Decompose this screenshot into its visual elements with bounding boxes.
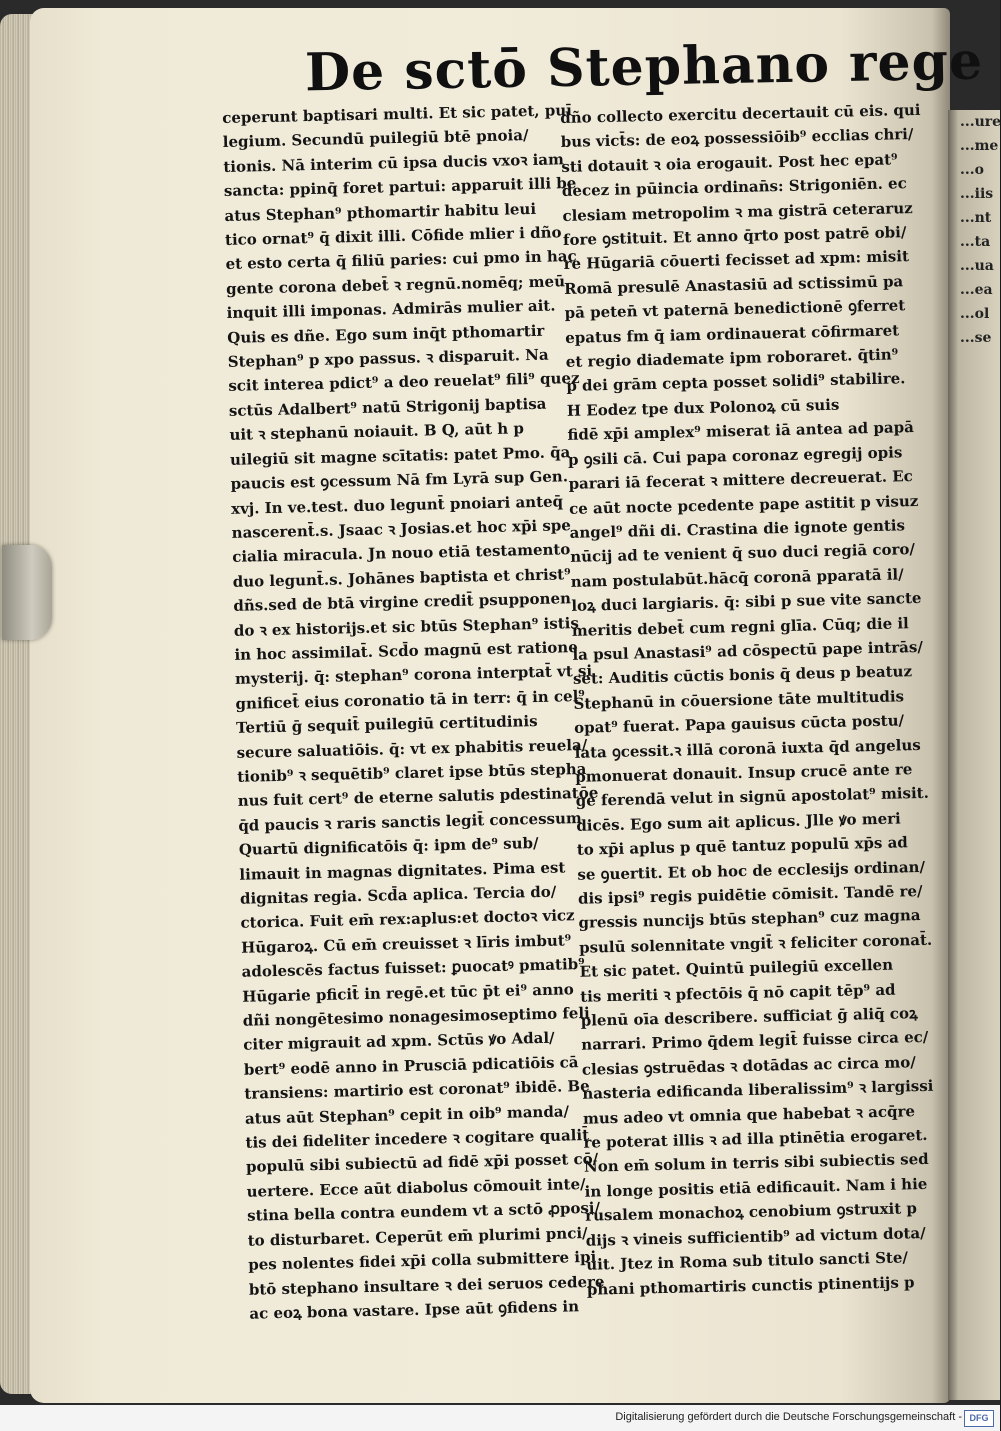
text-line: gente corona debet̄ ꝛ regnū.nomēq; meū bbox=[225, 272, 566, 298]
text-line: pmonuerat donauit. Insup crucē ante re bbox=[575, 760, 913, 786]
text-line: cialia miracula. Jn nouo etiā testamento bbox=[232, 540, 571, 567]
text-line: rusalem monachoꝝ cenobium ꝯstruxit p bbox=[584, 1199, 918, 1225]
text-line: tis meriti ꝛ pfectōis q̄ nō capit tēp⁹ ad bbox=[580, 980, 896, 1006]
text-line: tico ornat⁹ q̄ dixit illi. Cōfide mlier i dño bbox=[224, 223, 562, 249]
text-line: re poterat illis ꝛ ad illa ptinētia erogaret. bbox=[583, 1125, 928, 1152]
text-line: dis ipsi⁹ regis puidētie cōmisit. Tandē re/ bbox=[577, 881, 923, 908]
next-page-fragment: ...me bbox=[960, 138, 999, 154]
text-line: dñs.sed de btā virgine credit̄ psupponen bbox=[233, 589, 572, 615]
text-line: psulū solennitate vngit̄ ꝛ feliciter coronat̄. bbox=[578, 930, 933, 957]
text-line: ge ferendā velut in signū apostolat⁹ misit. bbox=[575, 784, 930, 811]
text-line: dijs ꝛ vineis sufficientib⁹ ad victum dota/ bbox=[585, 1223, 926, 1250]
text-line: tis dei fideliter incedere ꝛ cogitare qualit̄ bbox=[245, 1126, 590, 1152]
text-line: paucis est ꝯcessum Nā fm Lyrā sup Gen. bbox=[230, 467, 569, 493]
text-line: dñi nongētesimo nonagesimoseptimo feli bbox=[242, 1003, 590, 1030]
text-line: loꝝ duci largiaris. q̄: sibi p sue vite sancte bbox=[571, 589, 922, 615]
text-line: in longe positis etiā edificauit. Nam i hie bbox=[584, 1174, 928, 1201]
text-line: ctorica. Fuit em̄ rex:aplus:et doctoꝛ vicz bbox=[240, 906, 575, 933]
page-heading: De sctō Stephano rege bbox=[304, 30, 984, 104]
text-line: decez in pūincia ordinan̄s: Strigoniēn. ec bbox=[561, 174, 907, 201]
text-line: Quis es dñe. Ego sum inq̄t pthomartir bbox=[227, 321, 545, 347]
text-line: nus fuit cert⁹ de eterne salutis pdestinatōe bbox=[237, 784, 599, 811]
text-line: plenū oīa describere. sufficiat ḡ aliq̄ coꝝ bbox=[580, 1004, 918, 1030]
text-line: in hoc assimilat̄. Scd̄o magnū est ratione bbox=[234, 638, 578, 664]
next-page-fragment: ...ol bbox=[960, 306, 990, 322]
text-line: mysterij. q̄: stephan⁹ corona interptat̄ vt si bbox=[234, 662, 593, 689]
next-page-margin bbox=[948, 110, 1000, 1400]
footer-credit: Digitalisierung gefördert durch die Deutsche Forschungsgemeinschaft - bbox=[615, 1411, 962, 1423]
text-line: opat⁹ fuerat. Papa gauisus cūcta postu/ bbox=[573, 711, 905, 737]
text-line: xvj. In ve.test. duo legunt̄ pnoiari anteq̄ bbox=[230, 491, 564, 518]
text-line: p dei grām cepta posset solidi⁹ stabilire. bbox=[566, 369, 906, 396]
right-text-column bbox=[560, 99, 934, 1302]
dfg-logo: DFG bbox=[964, 1410, 994, 1427]
text-line: uit ꝛ stephanū noiauit. B Q, aūt h p bbox=[229, 419, 525, 445]
text-line: angel⁹ dñi di. Crastina die ignote gentis bbox=[569, 516, 906, 542]
text-line: pā peten̄ vt paternā benedictionē ꝯferret bbox=[564, 296, 906, 323]
text-line: p ꝯsili cā. Cui papa coronaz egregij opis bbox=[567, 443, 903, 469]
text-line: uilegiū sit magne scītatis: patet Pmo. q̄a bbox=[229, 442, 571, 469]
text-line: fidē xp̄i amplex⁹ miserat iā antea ad papā bbox=[567, 418, 915, 445]
next-page-fragment: ...ta bbox=[960, 234, 991, 250]
text-line: Stephan⁹ p xpo passus. ꝛ disparuit. Na bbox=[227, 345, 549, 371]
text-line: bert⁹ eodē anno in Prusciā pdicatiōis cā bbox=[243, 1053, 579, 1079]
text-line: ceperunt baptisari multi. Et sic patet, puī bbox=[222, 101, 573, 127]
text-line: dicēs. Ego sum ait aplicus. Jlle ꝟo meri bbox=[576, 809, 901, 835]
text-line: phani pthomartiris cunctis ptinentijs p bbox=[586, 1272, 915, 1299]
text-line: meritis debet̄ cum regni glīa. Cūq; die il bbox=[571, 613, 909, 640]
digitization-footer bbox=[0, 1405, 1000, 1431]
text-line: mus adeo vt omnia que habebat ꝛ acq̄re bbox=[582, 1101, 916, 1128]
text-line: fore ꝯstituit. Et anno q̄rto post patrē obi/ bbox=[562, 223, 907, 249]
next-page-fragment: ...ua bbox=[960, 258, 994, 274]
text-line: pes nolentes fidei xp̄i colla submittere ipi bbox=[248, 1247, 597, 1274]
text-line: limauit in magnas dignitates. Pima est bbox=[239, 858, 566, 884]
text-line: do ꝛ ex historijs.et sic btūs Stephan⁹ istis bbox=[233, 613, 579, 640]
next-page-fragment: ...ea bbox=[960, 282, 993, 298]
text-line: re Hūgariā cōuerti fecisset ad xpm: misit bbox=[563, 247, 910, 274]
text-line: stina bella contra eundem vt a sctō ꝓposi/ bbox=[246, 1198, 601, 1225]
text-line: H Eodez tpe dux Polonoꝝ cū suis bbox=[566, 395, 840, 420]
text-line: populū sibi subiectū ad fidē xp̄i posset cō/ bbox=[245, 1150, 599, 1177]
text-line: atus aūt Stephan⁹ cepit in oib⁹ manda/ bbox=[244, 1102, 570, 1128]
text-line: ac eoꝝ bona vastare. Ipse aūt ꝯfidens in bbox=[249, 1297, 580, 1323]
next-page-fragment: ...se bbox=[960, 330, 992, 346]
text-line: secure saluatiōis. q̄: vt ex phabitis reuela/ bbox=[236, 735, 588, 762]
text-line: legium. Secundū puilegiū btē pnoia/ bbox=[222, 126, 529, 152]
text-line: atus Stephan⁹ pthomartir habitu leui bbox=[224, 199, 537, 225]
text-line: Tertiū ḡ sequit̄ puilegiū certitudinis bbox=[235, 712, 538, 737]
text-line: narrari. Primo q̄dem legit̄ fuisse circa ec/ bbox=[581, 1028, 929, 1055]
next-page-fragment: ...ure bbox=[960, 114, 1001, 130]
text-line: transiens: martirio est coronat⁹ ibidē. Be bbox=[244, 1077, 590, 1103]
text-line: uertere. Ecce aūt diabolus cōmouit inte/ bbox=[246, 1174, 586, 1201]
text-line: parari iā fecerat ꝛ mittere decreuerat. Ec bbox=[568, 467, 914, 493]
text-line: sctūs Adalbert⁹ natū Strigonij baptisa bbox=[228, 394, 547, 420]
text-line: tionib⁹ ꝛ sequētib⁹ claret ipse btūs stepha bbox=[237, 759, 587, 786]
next-page-fragment: ...iis bbox=[960, 186, 994, 202]
text-line: nūcij ad te venient q̄ suo duci regiā coro/ bbox=[570, 540, 916, 567]
text-line: Hūgarie pficit̄ in regē.et tūc p̄t ei⁹ anno bbox=[242, 979, 574, 1006]
text-line: Romā presulē Anastasiū ad sctissimū pa bbox=[563, 272, 904, 298]
text-line: Stephanū in cōuersione tāte multitudis bbox=[573, 687, 905, 713]
text-line: gressis nuncijs btūs stephan⁹ cuz magna bbox=[578, 906, 921, 933]
text-line: sti dotauit ꝛ oia erogauit. Post hec epat⁹ bbox=[561, 150, 898, 176]
text-line: bus vict̄s: de eoꝝ possessiōib⁹ ecclias chri/ bbox=[560, 125, 914, 152]
left-text-column bbox=[222, 99, 605, 1326]
text-line: nasteria edificanda liberalissim⁹ ꝛ largissi bbox=[582, 1077, 934, 1103]
text-line: clesias ꝯstruēdas ꝛ dotādas ac circa mo/ bbox=[581, 1053, 916, 1079]
text-line: to xp̄i aplus p quē tantuz populū xp̄s ad bbox=[576, 833, 909, 859]
text-line: nascerent̄.s. Jsaac ꝛ Josias.et hoc xp̄i spe bbox=[231, 516, 572, 542]
text-line: gnificet̄ eius coronatio tā in terr: q̄ in cel⁹ bbox=[235, 686, 586, 713]
next-page-fragment: ...o bbox=[960, 162, 984, 178]
text-line: set: Auditis cūctis bonis q̄ deus p beatuz bbox=[572, 662, 913, 689]
text-line: et esto certa q̄ filiū paries: cui pmo in hac bbox=[225, 247, 577, 274]
text-line: Quartū dignificatōis q̄: ipm de⁹ sub/ bbox=[238, 834, 539, 859]
text-line: adolescēs factus fuisset: ꝑuocatꝰ pmatib⁹ bbox=[241, 955, 585, 981]
text-line: Et sic patet. Quintū puilegiū excellen bbox=[579, 955, 894, 981]
text-line: lata ꝯcessit.ꝛ illā coronā iuxta q̄d angelus bbox=[574, 735, 921, 762]
text-line: et regio diademate ipm roboraret. q̄tin⁹ bbox=[565, 345, 899, 371]
text-line: inquit illi imponas. Admirās mulier ait. bbox=[226, 296, 556, 323]
text-line: epatus fm q̄ iam ordinauerat cōfirmaret bbox=[565, 321, 900, 347]
text-line: scit interea pdict⁹ a deo reuelat⁹ fili⁹ quez bbox=[228, 369, 580, 396]
text-line: tionis. Nā interim cū ipsa ducis vxoꝛ iam bbox=[223, 150, 565, 176]
text-line: la psul Anastasi⁹ ad cōspectū pape intrās/ bbox=[572, 637, 924, 664]
text-line: clesiam metropolim ꝛ ma gistrā ceteraruz bbox=[562, 198, 913, 225]
text-line: dño collecto exercitu decertauit cū eis. qui bbox=[560, 100, 921, 127]
book-clasp bbox=[2, 545, 52, 640]
text-line: to disturbaret. Ceperūt em̄ plurimi pnci/ bbox=[247, 1223, 588, 1250]
text-line: btō stephano insultare ꝛ dei seruos cedere bbox=[248, 1272, 605, 1299]
text-line: citer migrauit ad xpm. Sctūs ꝟo Adal/ bbox=[243, 1029, 555, 1055]
text-line: q̄d paucis ꝛ raris sanctis legit̄ concessum bbox=[238, 808, 582, 835]
text-line: sancta: ppinq̄ foret partui: apparuit illi be bbox=[223, 174, 577, 201]
text-line: nam postulabūt.hācq̄ coronā pparatā il/ bbox=[570, 565, 904, 591]
text-line: se ꝯuertit. Et ob hoc de ecclesijs ordinan/ bbox=[577, 857, 926, 884]
text-line: duo legunt̄.s. Johānes baptista et christ⁹ bbox=[232, 564, 571, 591]
text-line: dignitas regia. Scd̄a aplica. Tercia do/ bbox=[239, 882, 557, 908]
text-line: ce aūt nocte pcedente pape astitit p visuz bbox=[568, 491, 919, 518]
text-line: Non em̄ solum in terris sibi subiectis sed bbox=[583, 1150, 929, 1177]
text-line: uit. Jtez in Roma sub titulo sancti Ste/ bbox=[586, 1248, 909, 1274]
text-line: Hūgaroꝝ. Cū em̄ creuisset ꝛ līris imbut⁹ bbox=[240, 931, 572, 957]
next-page-fragment: ...nt bbox=[960, 210, 992, 226]
